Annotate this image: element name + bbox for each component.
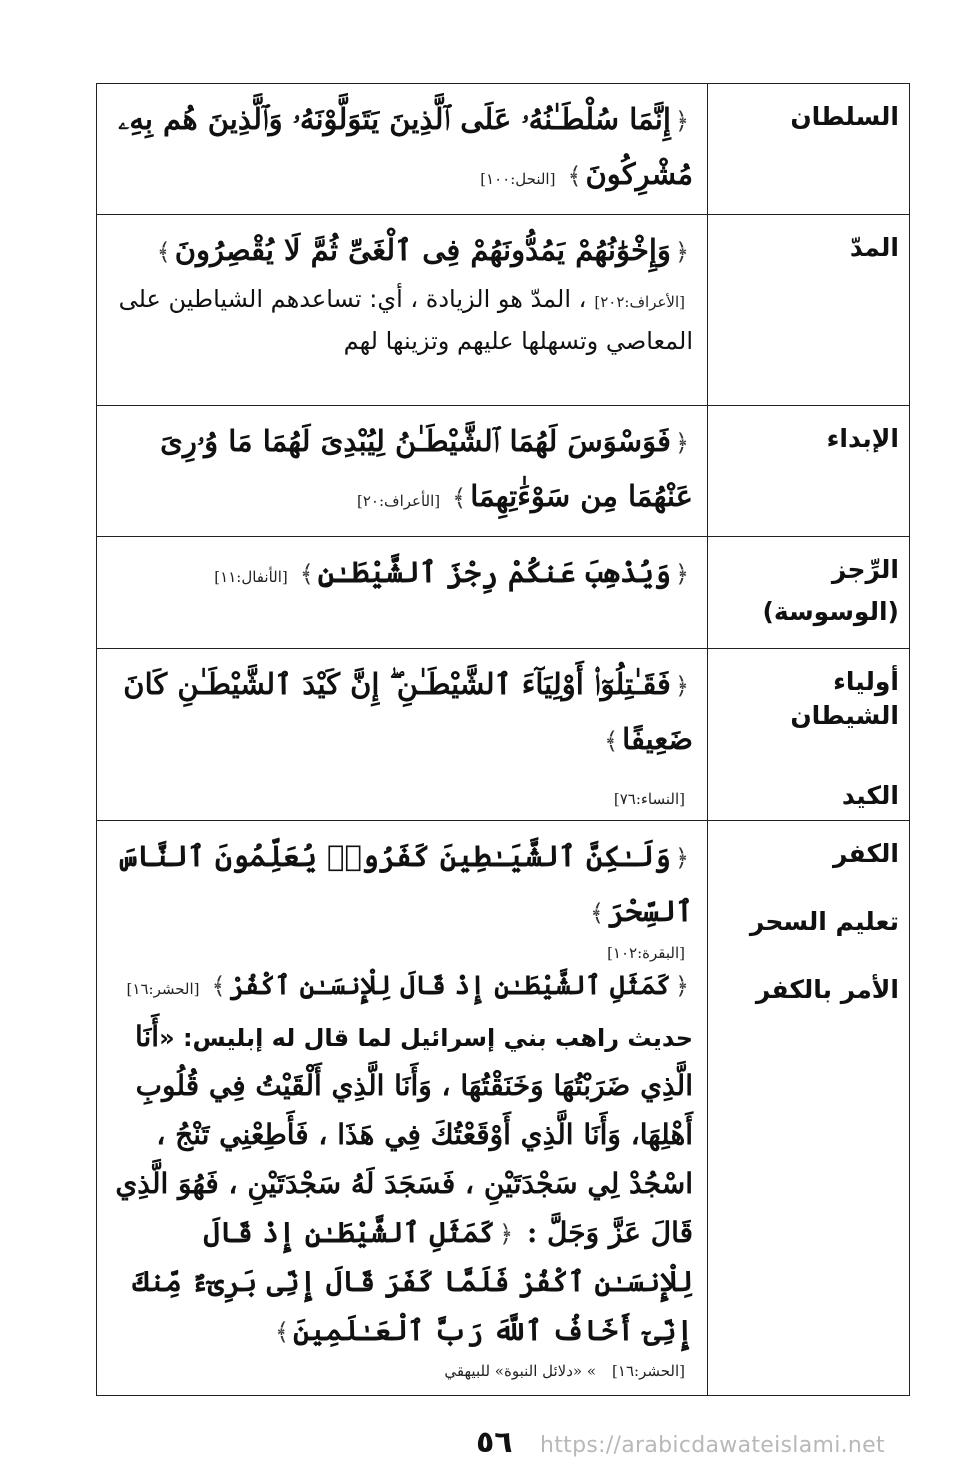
content-cell <box>97 84 708 215</box>
source-citation: » «دلائل النبوة» للبيهقي <box>444 1361 597 1380</box>
verse-reference: [الحشر:١٦] <box>612 1361 685 1380</box>
quran-verse: ﴿كَمَثَلِ ٱلشَّيْطَـٰنِ إِذْ قَالَ لِلْإِنسَـٰنِ ٱكْفُرْ﴾[الحشر:١٦] <box>111 962 693 1011</box>
verse-reference: [البقرة:١٠٢] <box>607 944 685 963</box>
term-cell <box>708 537 910 649</box>
verse-reference: [الأعراف:٢٠] <box>356 492 441 511</box>
quran-verse: ﴿فَقَـٰتِلُوٓا۟ أَوْلِيَآءَ ٱلشَّيْطَـٰنِ ۖ إِنَّ كَيْدَ ٱلشَّيْطَـٰنِ كَانَ ضَعِيفًا﴾ <box>123 667 693 757</box>
verse-reference: [الأعراف:٢٠٢] <box>594 293 685 312</box>
term-label: المدّ <box>849 233 899 262</box>
verse-reference: [النحل:١٠٠] <box>480 170 556 189</box>
verse-reference: [النساء:٧٦] <box>613 790 685 809</box>
table-row <box>97 406 910 537</box>
term-label: الكفر <box>832 839 899 869</box>
content-cell <box>97 215 708 406</box>
term-label: الإبداء <box>826 424 899 453</box>
quran-verse: كَمَثَلِ ٱلشَّيْطَـٰنِ إِذْ قَالَ لِلْإِنسَـٰنِ ٱكْفُرْ فَلَمَّا كَفَرَ قَالَ إِنِّى بَرِىٓءٌ مِّنكَ إِنِّىٓ أَخَافُ ٱللَّهَ رَبَّ ٱلْعَـٰلَمِينَ <box>132 1215 693 1347</box>
quran-verse: ﴿إِنَّمَا سُلْطَـٰنُهُۥ عَلَى ٱلَّذِينَ يَتَوَلَّوْنَهُۥ وَٱلَّذِينَ هُم بِهِۦ مُشْرِكُونَ﴾[النحل:١٠٠] <box>118 102 693 192</box>
table-row <box>97 649 910 821</box>
quran-verse: ﴿وَيُذْهِبَ عَنكُمْ رِجْزَ ٱلشَّيْطَـٰنِ﴾[الأنفال:١١] <box>111 545 693 600</box>
verse-reference: [الحشر:١٦] <box>126 980 200 999</box>
table-row <box>97 537 910 649</box>
term-label: السلطان <box>790 102 899 131</box>
table-row <box>97 215 910 406</box>
quran-verse: ﴿وَإِخْوَٰنُهُمْ يَمُدُّونَهُمْ فِى ٱلْغَىِّ ثُمَّ لَا يُقْصِرُونَ﴾ <box>156 233 689 267</box>
term-label: (الوسوسة) <box>762 596 899 626</box>
content-cell <box>97 406 708 537</box>
term-label: الرِّجز <box>831 555 899 584</box>
table-row <box>97 821 910 1396</box>
explanation-text: [الأعراف:٢٠٢]، المدّ هو الزيادة ، أي: تساعدهم الشياطين على المعاصي وتسهلها عليهم وتزينها لهم <box>118 285 693 356</box>
term-label: أولياء الشيطان <box>790 667 899 730</box>
quran-verse: ﴿وَلَـٰكِنَّ ٱلشَّيَـٰطِينَ كَفَرُوا۟ يُعَلِّمُونَ ٱلنَّاسَ ٱلسِّحْرَ﴾ <box>119 839 693 929</box>
term-cell <box>708 406 910 537</box>
term-label: الكيد <box>841 780 899 810</box>
content-cell <box>97 821 708 1396</box>
page-number: ٥٦ <box>476 1425 513 1460</box>
page-footer <box>0 1425 966 1465</box>
term-cell <box>708 649 910 821</box>
term-label: تعليم السحر <box>749 907 899 936</box>
content-cell <box>97 537 708 649</box>
term-cell <box>708 84 910 215</box>
term-cell <box>708 215 910 406</box>
verse-reference: [الأنفال:١١] <box>214 568 288 586</box>
quran-verse: ﴿فَوَسْوَسَ لَهُمَا ٱلشَّيْطَـٰنُ لِيُبْدِىَ لَهُمَا مَا وُۥرِىَ عَنْهُمَا مِن سَوْءَٰتِهِمَا﴾[الأعراف:٢٠] <box>160 424 693 514</box>
website-url[interactable]: https://arabicdawateislami.net <box>540 1433 885 1458</box>
hadith-text: حديث راهب بني إسرائيل لما قال له إبليس: «أَنَا الَّذِي ضَرَبْتُهَا وَخَنَقْتُهَا ، وَأَنَا الَّذِي أَلْقَيْتُ فِي قُلُوبِ أَهْلِهَا، وَأَنَا الَّذِي أَوْقَعْتُكَ فِي هَذَا ، فَأَطِعْنِي تَنْجُ ، اسْجُدْ لِي سَجْدَتَيْنِ ، فَسَجَدَ لَهُ سَجْدَتَيْنِ ، فَهُوَ الَّذِي قَالَ عَزَّ وَجَلَّ : ﴿كَمَثَلِ ٱلشَّيْطَـٰنِ إِذْ قَالَ لِلْإِنسَـٰنِ ٱكْفُرْ فَلَمَّا كَفَرَ قَالَ إِنِّى بَرِىٓءٌ مِّنكَ إِنِّىٓ أَخَافُ ٱللَّهَ رَبَّ ٱلْعَـٰلَمِينَ﴾ <box>115 1019 693 1347</box>
terms-table <box>96 83 910 1396</box>
term-cell <box>708 821 910 1396</box>
table-row <box>97 84 910 215</box>
term-label: الأمر بالكفر <box>755 974 899 1004</box>
content-cell <box>97 649 708 821</box>
